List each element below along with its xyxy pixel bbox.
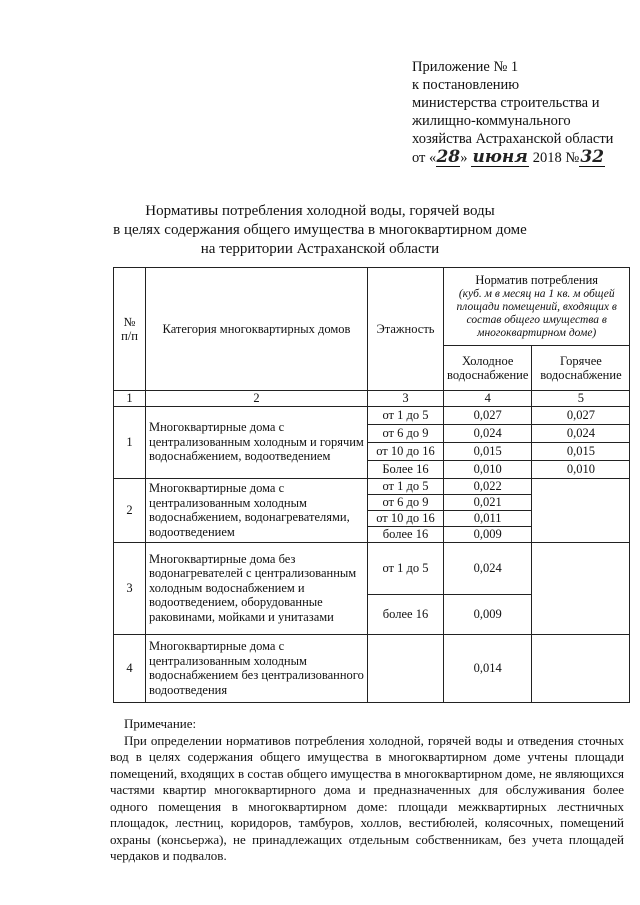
header-hot: Горячее водоснабжение bbox=[532, 346, 630, 391]
header-num: № п/п bbox=[114, 268, 146, 391]
date-prefix: от « bbox=[412, 150, 437, 166]
appendix-line-1: Приложение № 1 bbox=[412, 59, 519, 75]
row-num: 3 bbox=[114, 542, 146, 634]
appendix-line-2: к постановлению bbox=[412, 77, 520, 93]
notes-text: При определении нормативов потребления холодной, горячей воды и отведения сточных вод в целях содержания общего имущества в многоквартирном доме учтены площади помещений, входящих в состав общего имущества в многоквартирном доме, не являющихся частями квартир многоквартирного дома и предназначенных для обслуживания более одного помещения в многоквартирном доме: площади межквартирных лестничных площадок, лестниц, коридоров, тамбуров, холлов, вестибюлей, колясочных, помещений охраны (консьержа), не принадлежащих отдельным собственникам, без учета площадей чердаков и подвалов. bbox=[110, 732, 624, 863]
row-category: Многоквартирные дома с централизованным холодным и горячим водоснабжением, водоотведением bbox=[146, 406, 368, 478]
table-row bbox=[114, 542, 630, 594]
row-num: 1 bbox=[114, 406, 146, 478]
table-row bbox=[114, 478, 630, 494]
row-hot: 0,015 bbox=[532, 442, 630, 460]
header-row-top bbox=[114, 268, 630, 346]
row-cold: 0,015 bbox=[444, 442, 532, 460]
row-floors: от 6 до 9 bbox=[368, 424, 444, 442]
col-number-3: 3 bbox=[368, 391, 444, 407]
row-floors bbox=[368, 634, 444, 702]
col-number-2: 2 bbox=[146, 391, 368, 407]
table-row bbox=[114, 406, 630, 424]
row-floors: более 16 bbox=[368, 526, 444, 542]
column-numbers-row bbox=[114, 391, 630, 407]
row-category: Многоквартирные дома с централизованным холодным водоснабжением без централизованного водоотведения bbox=[146, 634, 368, 702]
row-num: 4 bbox=[114, 634, 146, 702]
norms-table bbox=[113, 267, 630, 703]
row-cold: 0,022 bbox=[444, 478, 532, 494]
table-row bbox=[114, 634, 630, 702]
row-cold: 0,021 bbox=[444, 494, 532, 510]
row-num: 2 bbox=[114, 478, 146, 542]
col-number-5: 5 bbox=[532, 391, 630, 407]
row-floors: от 10 до 16 bbox=[368, 510, 444, 526]
title-line-3: на территории Астраханской области bbox=[200, 241, 440, 257]
row-floors: Более 16 bbox=[368, 460, 444, 478]
row-cold: 0,009 bbox=[444, 594, 532, 634]
header-norm-title: Норматив потребления bbox=[475, 273, 599, 288]
row-hot: 0,027 bbox=[532, 406, 630, 424]
header-floors: Этажность bbox=[368, 268, 444, 391]
row-floors: от 1 до 5 bbox=[368, 478, 444, 494]
row-cold: 0,009 bbox=[444, 526, 532, 542]
notes-heading: Примечание: bbox=[124, 716, 197, 731]
row-cold: 0,011 bbox=[444, 510, 532, 526]
row-category: Многоквартирные дома с централизованным холодным водоснабжением, водонагревателями, водоотведением bbox=[146, 478, 368, 542]
row-cold: 0,014 bbox=[444, 634, 532, 702]
header-norm-units: (куб. м в месяц на 1 кв. м общей площади помещений, входящих в состав общего имущества в многоквартирном доме) bbox=[456, 287, 617, 339]
row-floors: более 16 bbox=[368, 594, 444, 634]
row-hot: 0,024 bbox=[532, 424, 630, 442]
date-mid: » bbox=[460, 150, 468, 166]
header-norm bbox=[444, 268, 630, 346]
notes-section bbox=[110, 716, 624, 865]
row-hot-empty bbox=[532, 478, 630, 542]
row-hot bbox=[532, 634, 630, 702]
appendix-line-5: хозяйства Астраханской области bbox=[412, 131, 614, 147]
appendix-block bbox=[412, 58, 613, 167]
row-floors: от 6 до 9 bbox=[368, 494, 444, 510]
appendix-line-4: жилищно-коммунального bbox=[412, 113, 571, 129]
appendix-line-3: министерства строительства и bbox=[412, 95, 600, 111]
col-number-4: 4 bbox=[444, 391, 532, 407]
row-floors: от 1 до 5 bbox=[368, 542, 444, 594]
row-cold: 0,027 bbox=[444, 406, 532, 424]
row-cold: 0,010 bbox=[444, 460, 532, 478]
date-year: 2018 № bbox=[532, 150, 580, 166]
row-hot: 0,010 bbox=[532, 460, 630, 478]
header-category: Категория многоквартирных домов bbox=[146, 268, 368, 391]
row-floors: от 1 до 5 bbox=[368, 406, 444, 424]
title-line-2: в целях содержания общего имущества в многоквартирном доме bbox=[113, 222, 527, 238]
row-cold: 0,024 bbox=[444, 542, 532, 594]
date-day-handwritten: 28 bbox=[436, 147, 461, 167]
row-floors: от 10 до 16 bbox=[368, 442, 444, 460]
title-line-1: Нормативы потребления холодной воды, горячей воды bbox=[145, 203, 495, 219]
date-month-handwritten: июня bbox=[472, 147, 528, 167]
document-title bbox=[60, 202, 580, 259]
row-hot-empty bbox=[532, 542, 630, 634]
row-category: Многоквартирные дома без водонагревателей с централизованным холодным водоснабжением и водоотведением, оборудованные раковинами, мойками и унитазами bbox=[146, 542, 368, 634]
row-cold: 0,024 bbox=[444, 424, 532, 442]
col-number-1: 1 bbox=[114, 391, 146, 407]
header-cold: Холодное водоснабжение bbox=[444, 346, 532, 391]
order-number-handwritten: 32 bbox=[580, 147, 605, 167]
appendix-date-line bbox=[412, 148, 613, 167]
